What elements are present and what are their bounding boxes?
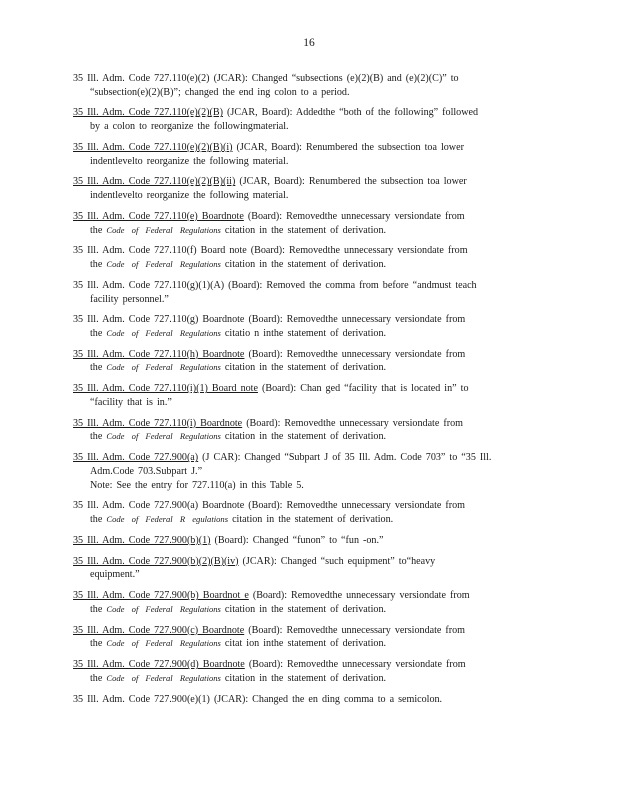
- continuation-text: citation in the statement of derivation.: [220, 603, 387, 615]
- continuation-text: the: [90, 327, 107, 339]
- entry-list: [73, 72, 543, 714]
- cfr-title: Code of Federal Regulations: [106, 672, 221, 683]
- change-description: (JCAR): Changed the en ding comma to a semicolon.: [209, 693, 443, 705]
- change-description: (JCAR): Changed “such equipment” to“heavy: [238, 555, 436, 567]
- section-reference: 35 Ill. Adm. Code 727.900(c) Boardnote: [73, 624, 245, 636]
- continuation-text: the: [90, 672, 107, 684]
- section-reference: 35 Ill. Adm. Code 727.110(i)(1) Board note: [73, 383, 258, 395]
- change-description: (Board): Removedthe unnecessary versiondate from: [244, 500, 466, 512]
- continuation-text: the: [90, 638, 107, 650]
- continuation-text: citation in the statement of derivation.: [220, 259, 387, 271]
- entry-continuation: facility personnel.”: [90, 293, 169, 305]
- change-description: (JCAR, Board): Renumbered the subsection toa lower: [235, 176, 467, 188]
- entry-first-line: [73, 693, 543, 707]
- change-description: (Board): Removedthe unnecessary versiondate from: [242, 417, 463, 429]
- change-description: (J CAR): Changed “Subpart J of 35 Ill. Adm. Code 703” to “35 Ill.: [198, 452, 492, 464]
- entry-continuation: [73, 637, 543, 651]
- continuation-text: citatio n inthe statement of derivation.: [220, 327, 387, 339]
- section-reference: 35 Ill. Adm. Code 727.110(h) Boardnote: [73, 348, 245, 360]
- continuation-text: the: [90, 259, 107, 271]
- entry-continuation: “facility that is in.”: [90, 396, 172, 408]
- section-reference: 35 Ill. Adm. Code 727.110(i) Boardnote: [73, 417, 243, 429]
- change-description: (Board): Removedthe unnecessary versiondate from: [248, 590, 470, 602]
- continuation-text: citation in the statement of derivation.: [220, 431, 387, 443]
- entry-first-line: [73, 244, 543, 258]
- cfr-title: Code of Federal Regulations: [106, 638, 221, 649]
- change-description: (Board): Changed “funon” to “fun -on.”: [210, 534, 384, 546]
- table-entry: [73, 693, 543, 707]
- table-entry: [73, 555, 543, 582]
- page-number: 16: [303, 37, 315, 49]
- change-description: (Board): Removedthe unnecessary versiondate from: [244, 348, 466, 360]
- continuation-text: citation in the statement of derivation.: [220, 672, 387, 684]
- change-description: (JCAR): Changed “subsections (e)(2)(B) and (e)(2)(C)” to: [209, 73, 459, 84]
- change-description: (Board): Removedthe unnecessary versiondate from: [246, 245, 468, 257]
- table-entry: [73, 499, 543, 526]
- table-entry: [73, 279, 543, 306]
- section-reference: 35 Ill. Adm. Code 727.900(b)(2)(B)(iv): [73, 555, 239, 567]
- section-reference: 35 Ill. Adm. Code 727.900(b) Boardnot e: [73, 590, 249, 602]
- entry-first-line: [73, 106, 543, 120]
- table-entry: [73, 106, 543, 133]
- change-description: (Board): Removed the comma from before “andmust teach: [224, 279, 477, 291]
- entry-first-line: [73, 555, 543, 569]
- entry-first-line: [73, 382, 543, 396]
- entry-continuation: equipment.”: [90, 569, 140, 581]
- change-description: (Board): Chan ged “facility that is located in” to: [257, 383, 469, 395]
- section-reference: 35 Ill. Adm. Code 727.900(a) Boardnote: [73, 500, 245, 512]
- entry-first-line: [73, 589, 543, 603]
- table-entry: [73, 589, 543, 616]
- cfr-title: Code of Federal Regulations: [106, 224, 221, 235]
- table-entry: [73, 451, 543, 492]
- table-entry: [73, 313, 543, 340]
- continuation-text: the: [90, 224, 107, 236]
- change-description: (JCAR, Board): Renumbered the subsection toa lower: [232, 141, 464, 153]
- section-reference: 35 Ill. Adm. Code 727.900(d) Boardnote: [73, 659, 245, 671]
- entry-first-line: [73, 141, 543, 155]
- cfr-title: Code of Federal Regulations: [106, 431, 221, 442]
- entry-first-line: [73, 624, 543, 638]
- entry-continuation: [73, 361, 543, 375]
- entry-continuation: indentlevelto reorganize the following material.: [90, 190, 289, 202]
- section-reference: 35 Ill. Adm. Code 727.110(e)(2): [73, 73, 210, 84]
- section-reference: 35 Ill. Adm. Code 727.110(e)(2)(B)(i): [73, 141, 233, 153]
- table-entry: [73, 624, 543, 651]
- entry-first-line: [73, 451, 543, 465]
- entry-first-line: [73, 279, 543, 293]
- entry-continuation: [73, 327, 543, 341]
- entry-first-line: [73, 72, 543, 86]
- entry-continuation: [73, 224, 543, 238]
- entry-continuation: [73, 603, 543, 617]
- entry-continuation: [73, 430, 543, 444]
- cfr-title: Code of Federal Regulations: [106, 603, 221, 614]
- entry-continuation: indentlevelto reorganize the following material.: [90, 155, 289, 167]
- section-reference: 35 Ill. Adm. Code 727.900(b)(1): [73, 534, 211, 546]
- cfr-title: Code of Federal Regulations: [106, 362, 221, 373]
- table-entry: [73, 417, 543, 444]
- entry-first-line: [73, 499, 543, 513]
- continuation-text: citation in the statement of derivation.: [220, 224, 387, 236]
- table-entry: [73, 244, 543, 271]
- cfr-title: Code of Federal Regulations: [106, 259, 221, 270]
- section-reference: 35 Ill. Adm. Code 727.900(a): [73, 452, 199, 464]
- table-entry: [73, 658, 543, 685]
- table-entry: [73, 348, 543, 375]
- entry-continuation: Adm.Code 703.Subpart J.”: [90, 465, 203, 477]
- table-entry: [73, 175, 543, 202]
- cfr-title: Code of Federal Regulations: [106, 327, 221, 338]
- entry-continuation: by a colon to reorganize the followingmaterial.: [90, 121, 289, 133]
- continuation-text: the: [90, 431, 107, 443]
- change-description: (Board): Removedthe unnecessary versiondate from: [243, 210, 465, 222]
- entry-first-line: [73, 417, 543, 431]
- change-description: (JCAR, Board): Addedthe “both of the following” followed: [223, 107, 479, 119]
- entry-continuation: “subsection(e)(2)(B)”; changed the end ing colon to a period.: [90, 86, 350, 98]
- continuation-text: citat ion inthe statement of derivation.: [220, 638, 387, 650]
- continuation-text: citation in the statement of derivation.: [220, 362, 387, 374]
- change-description: (Board): Removedthe unnecessary versiondate from: [244, 624, 466, 636]
- entry-first-line: [73, 175, 543, 189]
- entry-first-line: [73, 534, 543, 548]
- continuation-text: the: [90, 603, 107, 615]
- table-entry: [73, 141, 543, 168]
- section-reference: 35 Ill. Adm. Code 727.110(e)(2)(B): [73, 107, 223, 119]
- section-reference: 35 Ill. Adm. Code 727.110(e)(2)(B)(ii): [73, 176, 236, 188]
- change-description: (Board): Removedthe unnecessary versiondate from: [244, 314, 466, 326]
- entry-first-line: [73, 210, 543, 224]
- continuation-text: citation in the statement of derivation.: [228, 514, 394, 525]
- cfr-title: Code of Federal R egulations: [106, 514, 229, 524]
- entry-continuation: [73, 258, 543, 272]
- continuation-text: the: [90, 362, 107, 374]
- entry-first-line: [73, 658, 543, 672]
- entry-first-line: [73, 348, 543, 362]
- entry-note: Note: See the entry for 727.110(a) in this Table 5.: [90, 479, 304, 491]
- entry-continuation: [73, 672, 543, 686]
- section-reference: 35 Ill. Adm. Code 727.110(g)(1)(A): [73, 279, 225, 291]
- section-reference: 35 Ill. Adm. Code 727.900(e)(1): [73, 693, 210, 705]
- table-entry: [73, 534, 543, 548]
- entry-first-line: [73, 313, 543, 327]
- table-entry: [73, 210, 543, 237]
- entry-continuation: [73, 513, 543, 527]
- change-description: (Board): Removedthe unnecessary versiondate from: [244, 659, 466, 671]
- continuation-text: the: [90, 514, 107, 525]
- section-reference: 35 Ill. Adm. Code 727.110(f) Board note: [73, 245, 247, 257]
- table-entry: [73, 72, 543, 99]
- section-reference: 35 Ill. Adm. Code 727.110(e) Boardnote: [73, 210, 244, 222]
- section-reference: 35 Ill. Adm. Code 727.110(g) Boardnote: [73, 314, 245, 326]
- table-entry: [73, 382, 543, 409]
